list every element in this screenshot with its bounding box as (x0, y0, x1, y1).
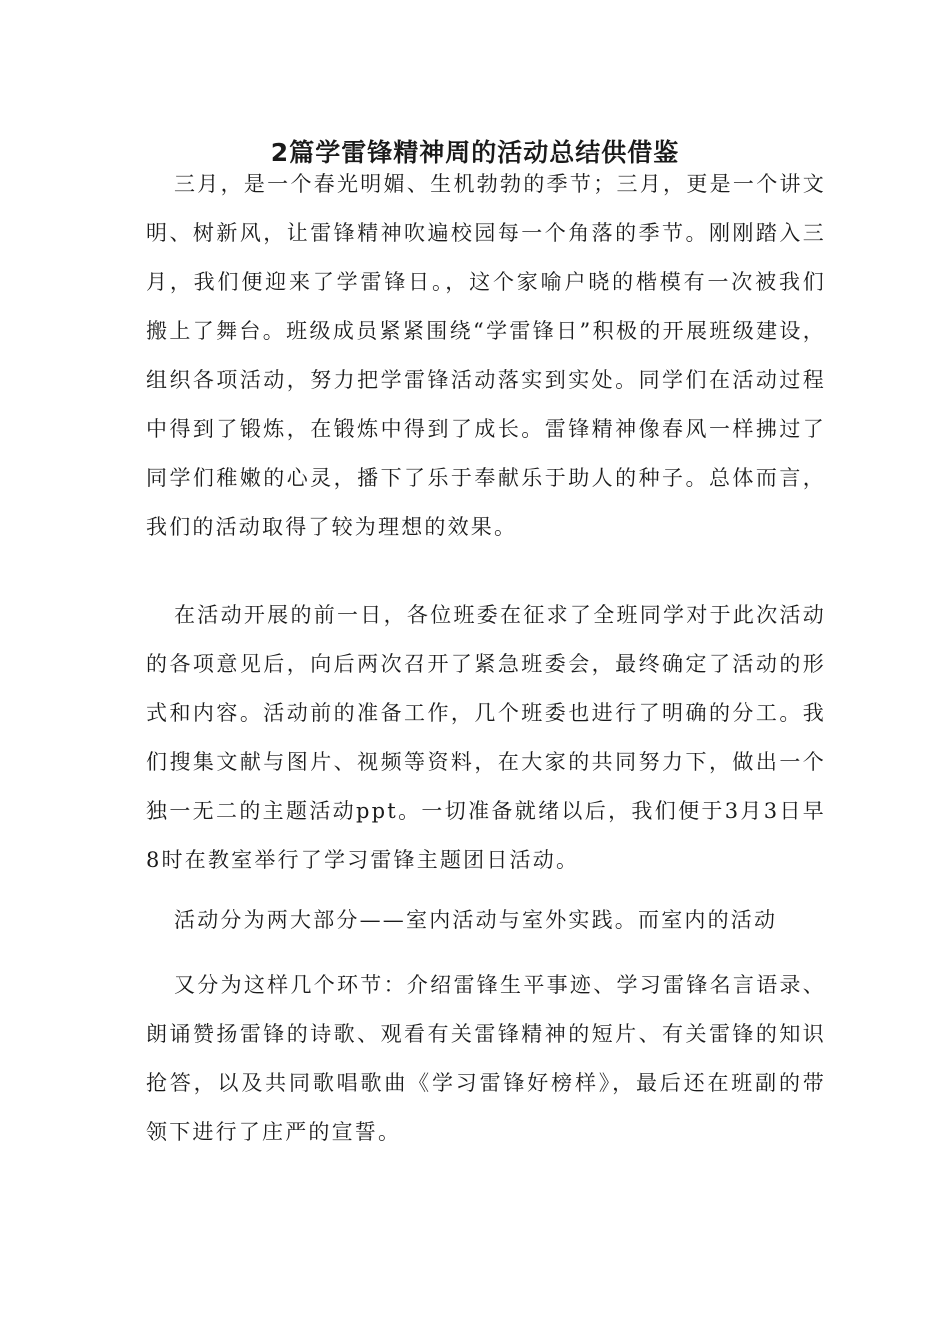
document-title: 2篇学雷锋精神周的活动总结供借鉴 (270, 138, 680, 167)
paragraph: 活动分为两大部分——室内活动与室外实践。而室内的活动 (174, 908, 778, 932)
paragraph: 又分为这样几个环节：介绍雷锋生平事迹、学习雷锋名言语录、朗诵赞扬雷锋的诗歌、观看有关雷锋精神的短片、有关雷锋的知识抢答，以及共同歌唱歌曲《学习雷锋好榜样》，最后还在班副的带领下进行了庄严的宣誓。 (146, 973, 826, 1144)
paragraph: 在活动开展的前一日，各位班委在征求了全班同学对于此次活动的各项意见后，向后两次召开了紧急班委会，最终确定了活动的形式和内容。活动前的准备工作，几个班委也进行了明确的分工。我们搜集文献与图片、视频等资料，在大家的共同努力下，做出一个独一无二的主题活动ppt。一切准备就绪以后，我们便于3月3日早8时在教室举行了学习雷锋主题团日活动。 (146, 603, 826, 872)
paragraph: 三月，是一个春光明媚、生机勃勃的季节；三月，更是一个讲文明、树新风，让雷锋精神吹遍校园每一个角落的季节。刚刚踏入三月，我们便迎来了学雷锋日。，这个家喻户晓的楷模有一次被我们搬上了舞台。班级成员紧紧围绕“学雷锋日”积极的开展班级建设，组织各项活动，努力把学雷锋活动落实到实处。同学们在活动过程中得到了锻炼，在锻炼中得到了成长。雷锋精神像春风一样拂过了同学们稚嫩的心灵，播下了乐于奉献乐于助人的种子。总体而言，我们的活动取得了较为理想的效果。 (146, 172, 826, 539)
